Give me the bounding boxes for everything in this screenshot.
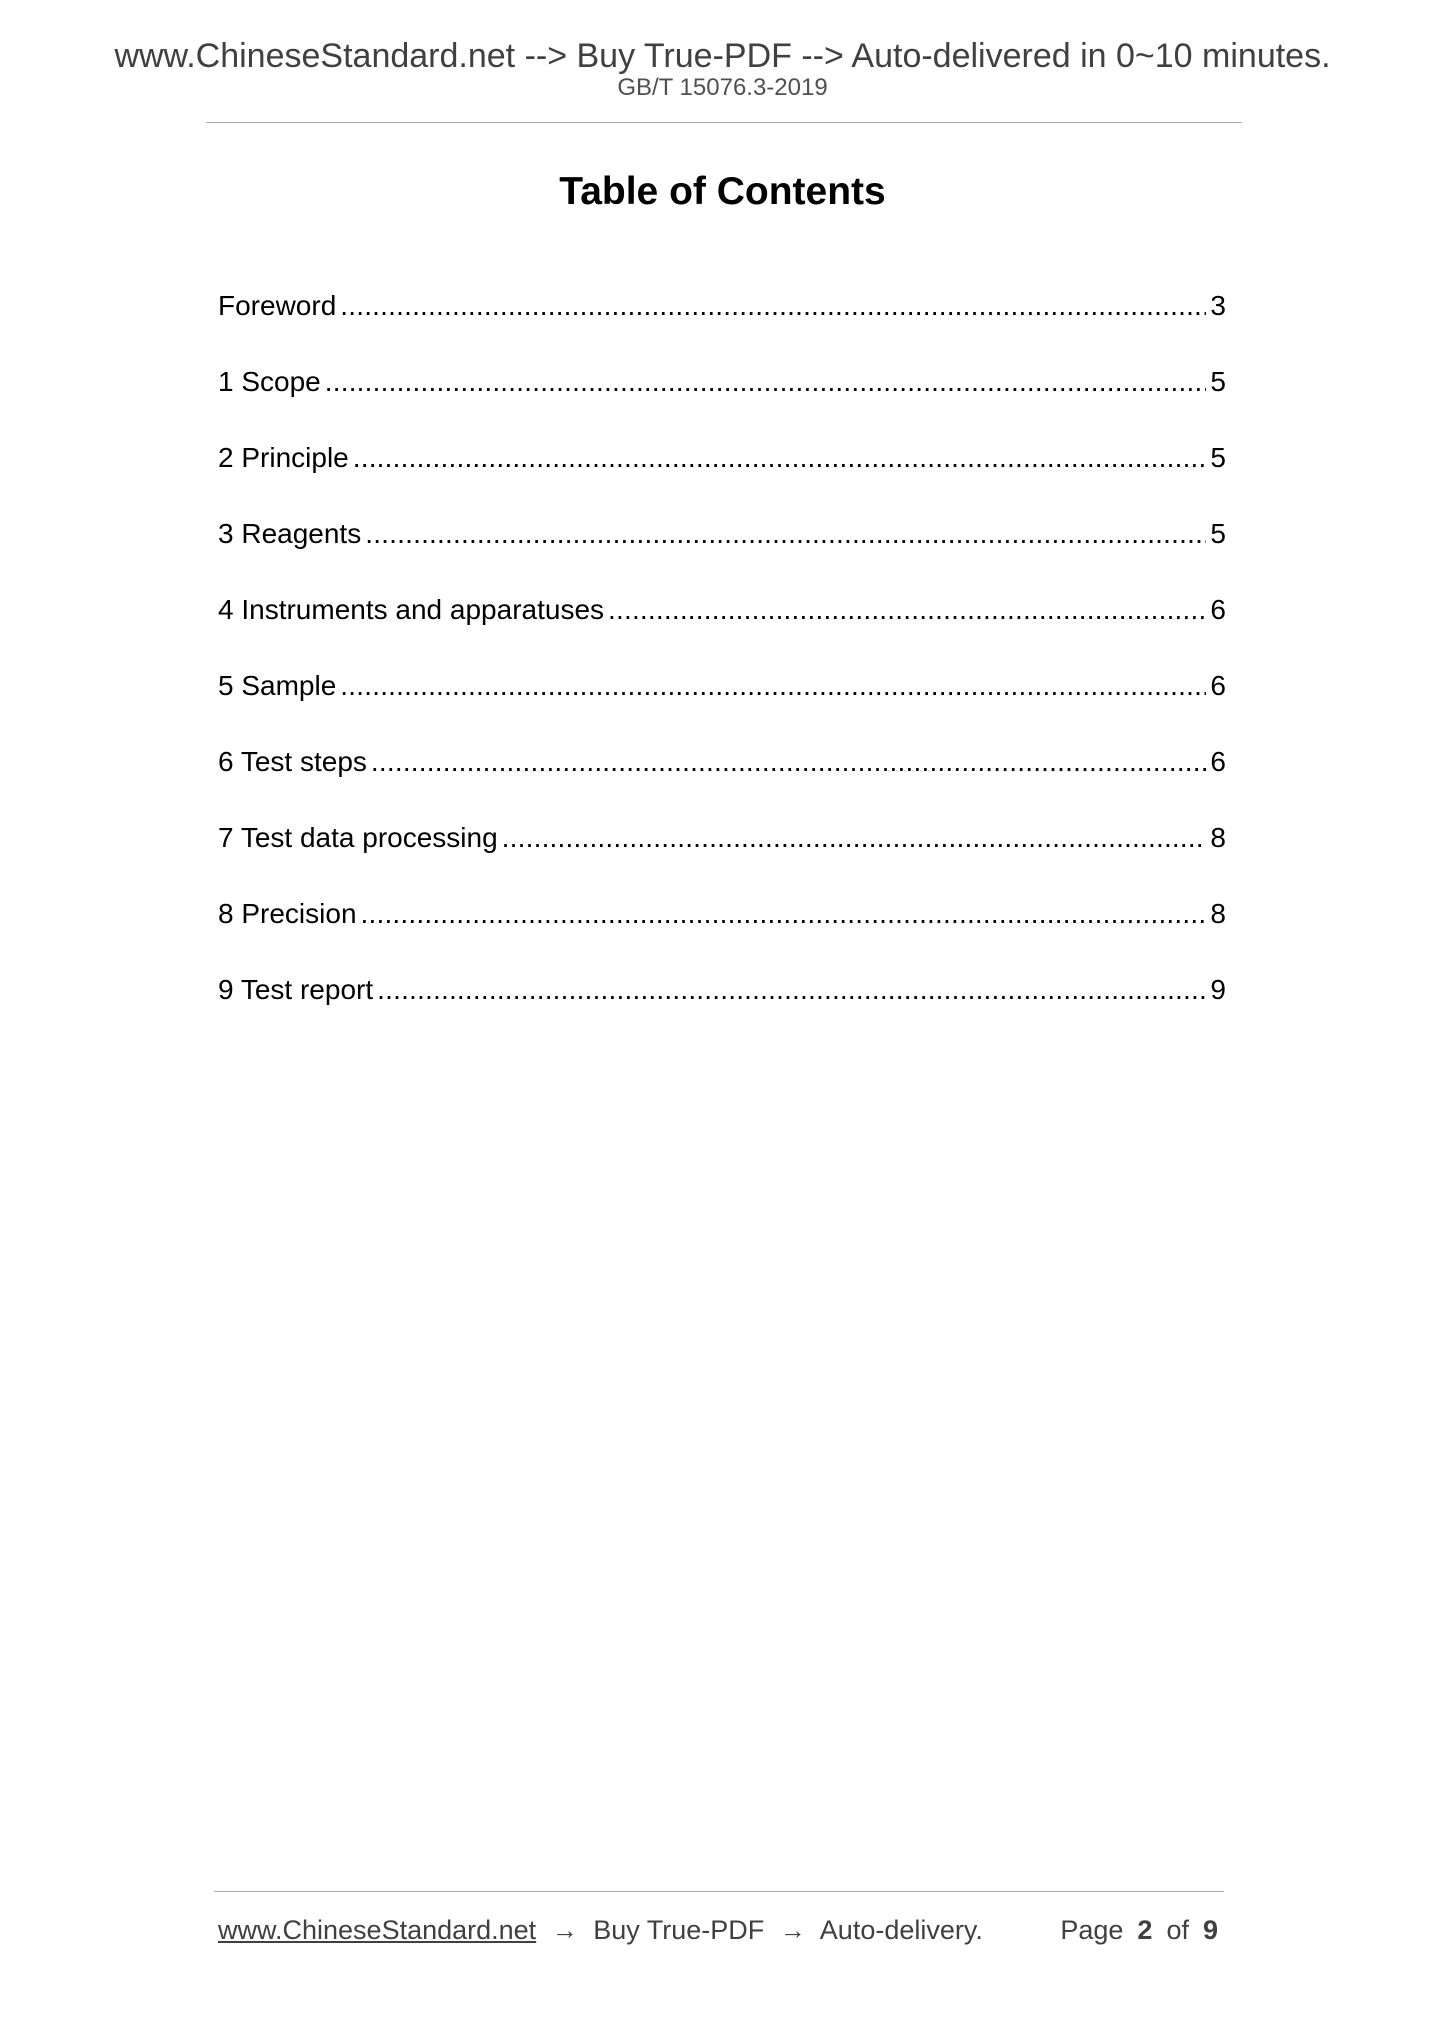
toc-entry-page: 6 bbox=[1210, 670, 1226, 701]
toc-entry-test-steps[interactable] bbox=[218, 742, 1226, 818]
dot-leader bbox=[340, 286, 1206, 326]
toc-entry-label: 8 Precision bbox=[218, 898, 357, 929]
dot-leader bbox=[365, 514, 1206, 554]
footer-buy-text: Buy True-PDF bbox=[593, 1915, 765, 1945]
toc-entry-page: 6 bbox=[1210, 594, 1226, 625]
toc-entry-precision[interactable] bbox=[218, 894, 1226, 970]
arrow-right-icon: → bbox=[779, 1915, 806, 1945]
dot-leader bbox=[608, 590, 1206, 630]
footer-divider bbox=[214, 1891, 1224, 1892]
dot-leader bbox=[377, 970, 1206, 1010]
dot-leader bbox=[353, 438, 1207, 478]
toc-entry-label: Foreword bbox=[218, 290, 337, 321]
arrow-right-icon: → bbox=[551, 1915, 578, 1945]
toc-entry-label: 9 Test report bbox=[218, 974, 374, 1005]
toc-entry-foreword[interactable] bbox=[218, 286, 1226, 362]
footer-delivery-text: Auto-delivery. bbox=[819, 1915, 983, 1945]
toc-entry-page: 9 bbox=[1210, 974, 1226, 1005]
page-footer bbox=[218, 1910, 1218, 1950]
toc-entry-page: 8 bbox=[1210, 822, 1226, 853]
total-pages-number: 9 bbox=[1202, 1915, 1218, 1945]
header-banner: www.ChineseStandard.net --> Buy True-PDF --> Auto-delivered in 0~10 minutes. bbox=[114, 37, 1331, 75]
toc-title: Table of Contents bbox=[559, 170, 886, 213]
toc-entry-label: 5 Sample bbox=[218, 670, 337, 701]
current-page-number: 2 bbox=[1137, 1915, 1153, 1945]
toc-entry-label: 3 Reagents bbox=[218, 518, 362, 549]
toc-entry-scope[interactable] bbox=[218, 362, 1226, 438]
toc-entry-label: 1 Scope bbox=[218, 366, 321, 397]
toc-entry-label: 7 Test data processing bbox=[218, 822, 498, 853]
of-word: of bbox=[1166, 1915, 1189, 1945]
dot-leader bbox=[325, 362, 1207, 402]
toc-entry-label: 4 Instruments and apparatuses bbox=[218, 594, 605, 625]
dot-leader bbox=[340, 666, 1206, 706]
toc-entry-page: 8 bbox=[1210, 898, 1226, 929]
toc-entry-label: 6 Test steps bbox=[218, 746, 367, 777]
toc-entry-test-data-processing[interactable] bbox=[218, 818, 1226, 894]
toc-entry-page: 5 bbox=[1210, 518, 1226, 549]
toc-entry-page: 5 bbox=[1210, 442, 1226, 473]
footer-site-link[interactable]: www.ChineseStandard.net bbox=[218, 1915, 537, 1945]
dot-leader bbox=[371, 742, 1207, 782]
toc-entry-label: 2 Principle bbox=[218, 442, 349, 473]
toc-entry-page: 3 bbox=[1210, 290, 1226, 321]
toc-entry-principle[interactable] bbox=[218, 438, 1226, 514]
toc-entry-instruments[interactable] bbox=[218, 590, 1226, 666]
toc-entry-reagents[interactable] bbox=[218, 514, 1226, 590]
dot-leader bbox=[502, 818, 1207, 858]
dot-leader bbox=[361, 894, 1207, 934]
page-word: Page bbox=[1060, 1915, 1124, 1945]
toc-entry-sample[interactable] bbox=[218, 666, 1226, 742]
page-indicator bbox=[1060, 1910, 1218, 1950]
standard-code: GB/T 15076.3-2019 bbox=[617, 74, 828, 101]
footer-promo bbox=[218, 1910, 983, 1950]
toc-entry-page: 6 bbox=[1210, 746, 1226, 777]
toc-list bbox=[218, 286, 1226, 1046]
header-divider bbox=[206, 122, 1242, 123]
toc-entry-test-report[interactable] bbox=[218, 970, 1226, 1046]
toc-entry-page: 5 bbox=[1210, 366, 1226, 397]
